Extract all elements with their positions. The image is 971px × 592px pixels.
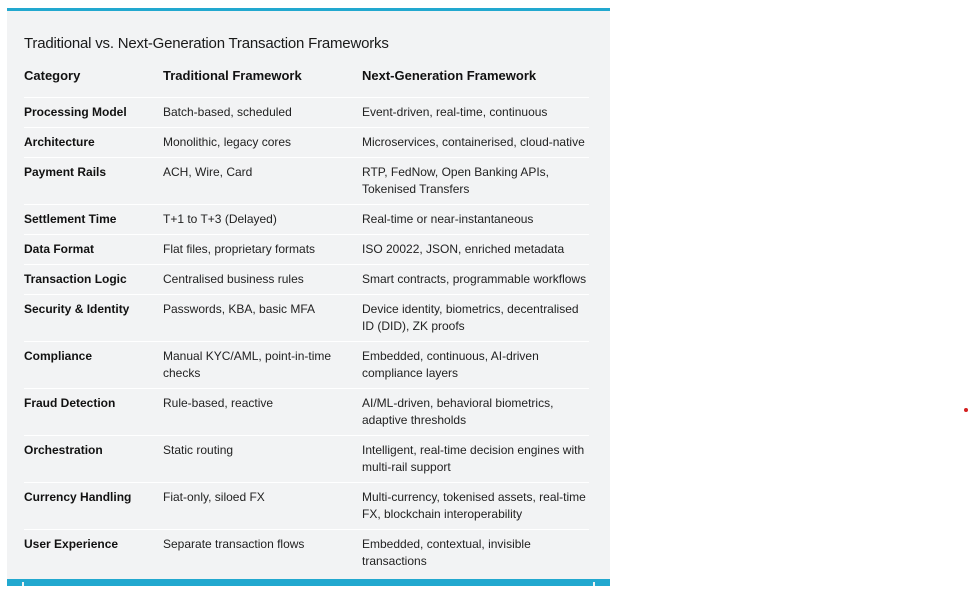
- row-category: Data Format: [24, 242, 95, 256]
- table-row: [24, 530, 589, 576]
- row-category: User Experience: [24, 537, 119, 551]
- row-category: Architecture: [24, 135, 95, 149]
- row-nextgen: Multi-currency, tokenised assets, real-time FX, blockchain interoperability: [362, 490, 586, 521]
- row-category: Settlement Time: [24, 212, 117, 226]
- table-row: [24, 205, 589, 235]
- row-nextgen: ISO 20022, JSON, enriched metadata: [362, 242, 565, 256]
- table-row: [24, 295, 589, 342]
- header-traditional: Traditional Framework: [163, 68, 302, 83]
- row-traditional: Fiat-only, siloed FX: [163, 490, 265, 504]
- table-row: [24, 342, 589, 389]
- row-category: Payment Rails: [24, 165, 107, 179]
- table-title: Traditional vs. Next-Generation Transaction Frameworks: [24, 35, 389, 52]
- bottom-accent-bar: [7, 579, 610, 586]
- row-category: Transaction Logic: [24, 272, 127, 286]
- row-nextgen: Smart contracts, programmable workflows: [362, 272, 587, 286]
- row-category: Currency Handling: [24, 490, 132, 504]
- row-nextgen: AI/ML-driven, behavioral biometrics, adaptive thresholds: [362, 396, 554, 427]
- row-nextgen: Real-time or near-instantaneous: [362, 212, 534, 226]
- row-category: Security & Identity: [24, 302, 130, 316]
- table-row: [24, 436, 589, 483]
- row-category: Fraud Detection: [24, 396, 116, 410]
- row-traditional: Static routing: [163, 443, 234, 457]
- row-nextgen: Microservices, containerised, cloud-native: [362, 135, 585, 149]
- row-traditional: Passwords, KBA, basic MFA: [163, 302, 316, 316]
- row-traditional: Flat files, proprietary formats: [163, 242, 316, 256]
- table-row: [24, 158, 589, 205]
- row-category: Compliance: [24, 349, 93, 363]
- row-category: Processing Model: [24, 105, 127, 119]
- table-row: [24, 235, 589, 265]
- row-traditional: Manual KYC/AML, point-in-time checks: [163, 349, 332, 380]
- table-header-row: [24, 62, 589, 98]
- row-traditional: Centralised business rules: [163, 272, 304, 286]
- row-nextgen: RTP, FedNow, Open Banking APIs, Tokenised Transfers: [362, 165, 549, 196]
- row-nextgen: Embedded, continuous, AI-driven compliance layers: [362, 349, 539, 380]
- top-accent-bar: [7, 8, 610, 11]
- table-row: [24, 389, 589, 436]
- red-dot-marker: [964, 408, 968, 412]
- row-traditional: ACH, Wire, Card: [163, 165, 253, 179]
- row-traditional: T+1 to T+3 (Delayed): [163, 212, 277, 226]
- row-traditional: Batch-based, scheduled: [163, 105, 292, 119]
- row-category: Orchestration: [24, 443, 103, 457]
- row-nextgen: Embedded, contextual, invisible transactions: [362, 537, 531, 568]
- header-category: Category: [24, 68, 81, 83]
- row-nextgen: Event-driven, real-time, continuous: [362, 105, 548, 119]
- row-traditional: Rule-based, reactive: [163, 396, 274, 410]
- table-row: [24, 128, 589, 158]
- row-traditional: Monolithic, legacy cores: [163, 135, 292, 149]
- row-traditional: Separate transaction flows: [163, 537, 305, 551]
- header-nextgen: Next-Generation Framework: [362, 68, 537, 83]
- table-row: [24, 265, 589, 295]
- table-row: [24, 483, 589, 530]
- comparison-card: [7, 8, 610, 586]
- table-row: [24, 98, 589, 128]
- row-nextgen: Intelligent, real-time decision engines with multi-rail support: [362, 443, 585, 474]
- row-nextgen: Device identity, biometrics, decentralised ID (DID), ZK proofs: [362, 302, 579, 333]
- comparison-table: [24, 62, 589, 576]
